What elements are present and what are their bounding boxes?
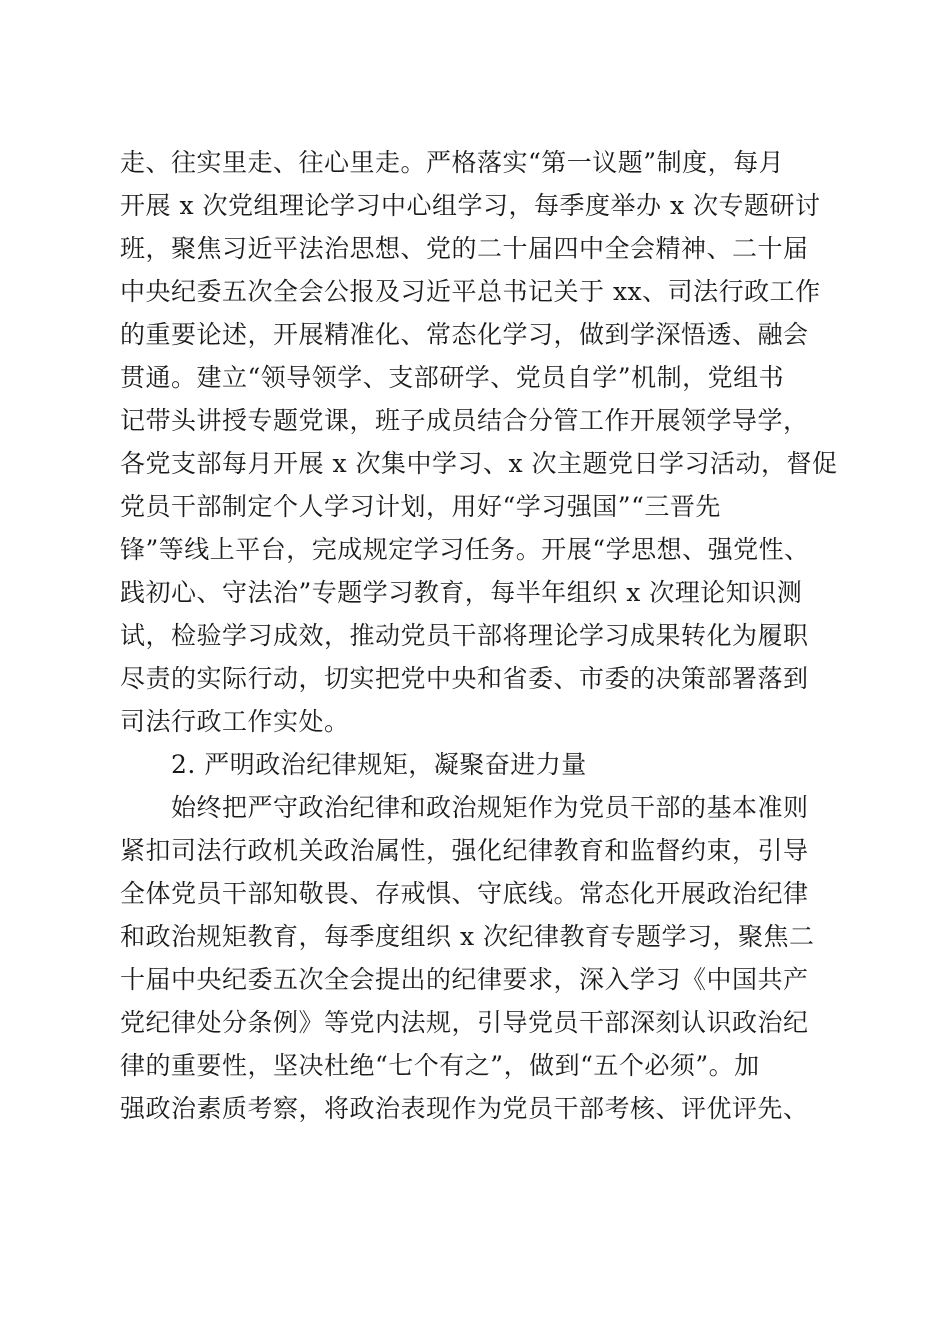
paragraph-line: 全体党员干部知敬畏、存戒惧、守底线。常态化开展政治纪律 bbox=[120, 879, 809, 908]
paragraph-line: 贯通。建立“领导领学、支部研学、党员自学”机制，党组书 bbox=[120, 363, 785, 392]
paragraph-line: 始终把严守政治纪律和政治规矩作为党员干部的基本准则 bbox=[171, 793, 809, 822]
paragraph-line: 十届中央纪委五次全会提出的纪律要求，深入学习《中国共产 bbox=[120, 965, 809, 994]
paragraph-line: 和政治规矩教育，每季度组织 x 次纪律教育专题学习，聚焦二 bbox=[120, 922, 815, 951]
paragraph-line: 试，检验学习成效，推动党员干部将理论学习成果转化为履职 bbox=[120, 621, 809, 650]
paragraph-line: 开展 x 次党组理论学习中心组学习，每季度举办 x 次专题研讨 bbox=[120, 191, 821, 220]
paragraph-line: 司法行政工作实处。 bbox=[120, 707, 350, 736]
paragraph-line: 紧扣司法行政机关政治属性，强化纪律教育和监督约束，引导 bbox=[120, 836, 809, 865]
paragraph-line: 各党支部每月开展 x 次集中学习、x 次主题党日学习活动，督促 bbox=[120, 449, 838, 478]
paragraph-line: 中央纪委五次全会公报及习近平总书记关于 xx、司法行政工作 bbox=[120, 277, 821, 306]
paragraph-line: 尽责的实际行动，切实把党中央和省委、市委的决策部署落到 bbox=[120, 664, 809, 693]
paragraph-line: 锋”等线上平台，完成规定学习任务。开展“学思想、强党性、 bbox=[120, 535, 810, 564]
paragraph-line: 强政治素质考察，将政治表现作为党员干部考核、评优评先、 bbox=[120, 1094, 809, 1123]
section-heading: 2. 严明政治纪律规矩，凝聚奋进力量 bbox=[171, 750, 587, 779]
paragraph-line: 党纪律处分条例》等党内法规，引导党员干部深刻认识政治纪 bbox=[120, 1008, 809, 1037]
paragraph-line: 党员干部制定个人学习计划，用好“学习强国”“三晋先 bbox=[120, 492, 721, 521]
paragraph-line: 班，聚焦习近平法治思想、党的二十届四中全会精神、二十届 bbox=[120, 234, 809, 263]
paragraph-line: 践初心、守法治”专题学习教育，每半年组织 x 次理论知识测 bbox=[120, 578, 803, 607]
paragraph-line: 律的重要性，坚决杜绝“七个有之”，做到“五个必须”。加 bbox=[120, 1051, 760, 1080]
paragraph-line: 的重要论述，开展精准化、常态化学习，做到学深悟透、融会 bbox=[120, 320, 809, 349]
paragraph-line: 走、往实里走、往心里走。严格落实“第一议题”制度，每月 bbox=[120, 148, 785, 177]
paragraph-line: 记带头讲授专题党课，班子成员结合分管工作开展领学导学， bbox=[120, 406, 809, 435]
